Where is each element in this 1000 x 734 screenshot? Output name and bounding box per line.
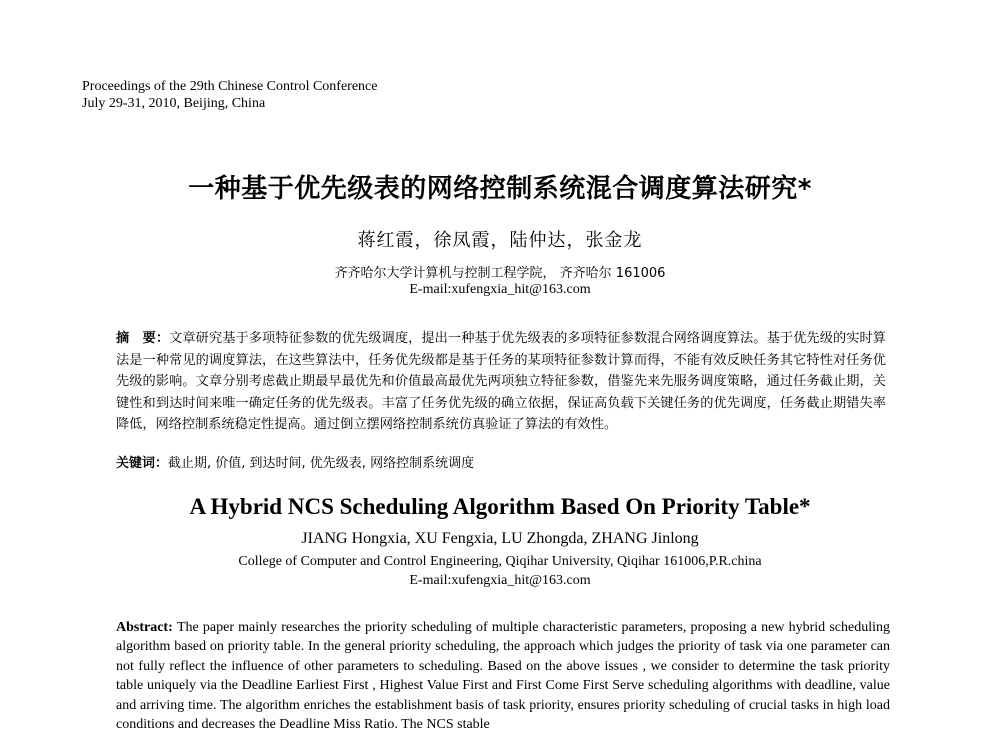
chinese-abstract-label: 摘 要： [116, 331, 170, 346]
english-email: E-mail:xufengxia_hit@163.com [409, 573, 591, 588]
english-title: A Hybrid NCS Scheduling Algorithm Based On Priority Table* [189, 494, 811, 519]
chinese-authors: 蒋红霞，徐凤霞，陆仲达，张金龙 [357, 230, 643, 251]
chinese-abstract-text: 文章研究基于多项特征参数的优先级调度，提出一种基于优先级表的多项特征参数混合网络调度算法。基于优先级的实时算法是一种常见的调度算法，在这些算法中，任务优先级都是基于任务的某项特征参数计算而得，不能有效反映任务其它特性对任务优先级的影响。文章分别考虑截止期最早最优先和价值最高最优先两项独立特征参数，借鉴先来先服务调度策略，通过任务截止期，关键性和到达时间来唯一确定任务的优先级表。丰富了任务优先级的确立依据，保证高负载下关键任务的优先调度，任务截止期错失率降低，网络控制系统稳定性提高。通过倒立摆网络控制系统仿真验证了算法的有效性。 [116, 331, 886, 432]
chinese-title: 一种基于优先级表的网络控制系统混合调度算法研究* [188, 174, 812, 204]
proceedings-header [82, 78, 377, 112]
proceedings-title: Proceedings of the 29th Chinese Control Conference [82, 79, 378, 94]
chinese-keywords-text: 截止期, 价值, 到达时间, 优先级表, 网络控制系统调度 [168, 456, 475, 471]
proceedings-date: July 29-31, 2010, Beijing, China [82, 96, 266, 111]
english-abstract-text: The paper mainly researches the priority scheduling of multiple characteristic parameters, proposing a new hybrid scheduling algorithm based on priority table. In the general priority scheduling, the approach which judges the priority of task via one parameter can not fully reflect the influence of other parameters to scheduling. Based on the above issues , we consider to determine the task priority table uniquely via the Deadline Earliest First , Highest Value First and First Come First Serve scheduling algorithms with deadline, value and arriving time. The algorithm enriches the establishment basis of task priority, ensures priority scheduling of crucial tasks in high load conditions and decreases the Deadline Miss Ratio. The NCS stable [116, 620, 891, 733]
chinese-keywords-label: 关键词： [116, 456, 169, 471]
english-abstract-label: Abstract: [116, 620, 173, 635]
chinese-affiliation: 齐齐哈尔大学计算机与控制工程学院， 齐齐哈尔 161006 [334, 266, 666, 281]
chinese-keywords [116, 452, 886, 471]
chinese-email: E-mail:xufengxia_hit@163.com [409, 282, 591, 297]
chinese-abstract [116, 328, 886, 436]
english-authors: JIANG Hongxia, XU Fengxia, LU Zhongda, ZHANG Jinlong [301, 530, 699, 547]
english-abstract [116, 618, 890, 734]
english-affiliation: College of Computer and Control Engineering, Qiqihar University, Qiqihar 161006,P.R.china [238, 554, 762, 569]
